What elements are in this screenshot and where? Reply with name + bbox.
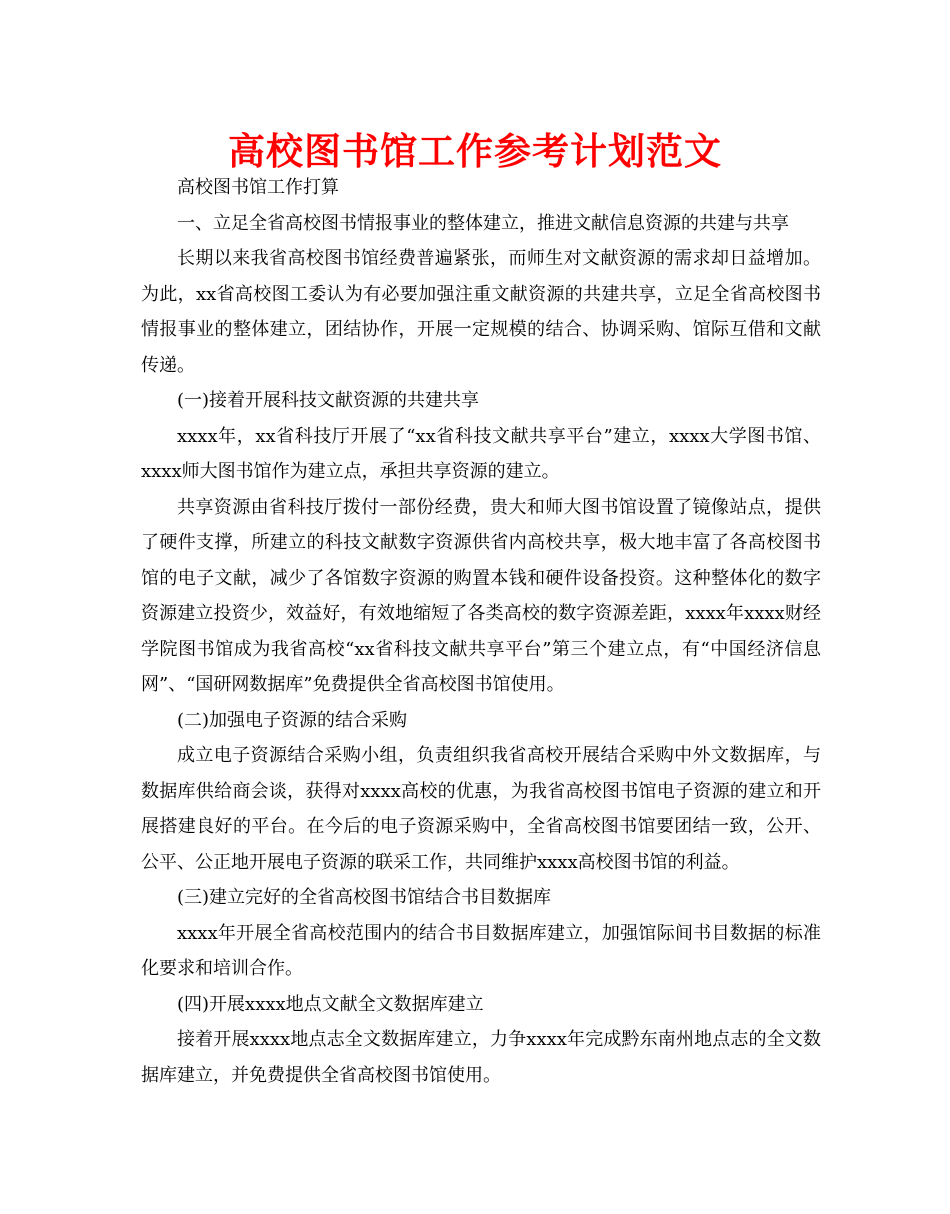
paragraph-subsection-4-heading: (四)开展xxxx地点文献全文数据库建立	[177, 993, 484, 1015]
document-title: 高校图书馆工作参考计划范文	[228, 129, 722, 173]
paragraph-subsection-3-body: xxxx年开展全省高校范围内的结合书目数据库建立，加强馆际间书目数据的标准化要求和培训合作。	[141, 922, 821, 979]
paragraph-section-one-heading: 一、立足全省高校图书情报事业的整体建立，推进文献信息资源的共建与共享	[177, 212, 789, 234]
paragraph-subsection-1-body-b: 共享资源由省科技厅拨付一部份经费，贵大和师大图书馆设置了镜像站点，提供了硬件支撑，所建立的科技文献数字资源供省内高校共享，极大地丰富了各高校图书馆的电子文献，减少了各馆数字资源的购置本钱和硬件设备投资。这种整体化的数字资源建立投资少，效益好，有效地缩短了各类高校的数字资源差距，xxxx年xxxx财经学院图书馆成为我省高校“xx省科技文献共享平台”第三个建立点，有“中国经济信息网”、“国研网数据库”免费提供全省高校图书馆使用。	[141, 496, 821, 695]
paragraph-heading-plan: 高校图书馆工作打算	[177, 177, 339, 198]
paragraph-subsection-1-body-a: xxxx年，xx省科技厅开展了“xx省科技文献共享平台”建立，xxxx大学图书馆、xxxx师大图书馆作为建立点，承担共享资源的建立。	[141, 425, 821, 482]
paragraph-subsection-2-heading: (二)加强电子资源的结合采购	[177, 709, 408, 731]
paragraph-subsection-4-body: 接着开展xxxx地点志全文数据库建立，力争xxxx年完成黔东南州地点志的全文数据库建立，并免费提供全省高校图书馆使用。	[141, 1029, 821, 1086]
paragraph-subsection-1-heading: (一)接着开展科技文献资源的共建共享	[177, 390, 480, 411]
paragraph-subsection-2-body: 成立电子资源结合采购小组，负责组织我省高校开展结合采购中外文数据库，与数据库供给商会谈，获得对xxxx高校的优惠，为我省高校图书馆电子资源的建立和开展搭建良好的平台。在今后的电子资源采购中，全省高校图书馆要团结一致，公开、公平、公正地开展电子资源的联采工作，共同维护xxxx高校图书馆的利益。	[141, 745, 821, 873]
paragraph-subsection-3-heading: (三)建立完好的全省高校图书馆结合书目数据库	[177, 887, 552, 908]
paragraph-section-one-body: 长期以来我省高校图书馆经费普遍紧张，而师生对文献资源的需求却日益增加。为此，xx省高校图工委认为有必要加强注重文献资源的共建共享，立足全省高校图书情报事业的整体建立，团结协作，开展一定规模的结合、协调采购、馆际互借和文献传递。	[141, 248, 821, 376]
document-body	[141, 170, 821, 1093]
